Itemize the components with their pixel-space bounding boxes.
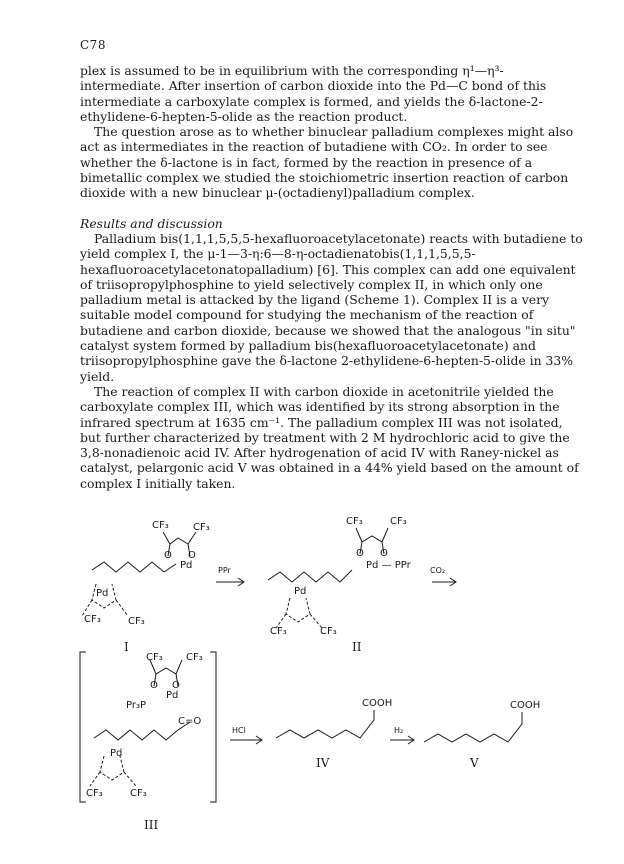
article-text xyxy=(80,63,586,491)
oxygen-label: O xyxy=(150,680,158,691)
oxygen-label: O xyxy=(356,548,364,559)
arrow-3 xyxy=(230,736,262,744)
section-heading: Results and discussion xyxy=(80,215,223,231)
arrow-1 xyxy=(216,578,244,586)
cf3-label: CF₃ xyxy=(390,516,407,527)
cf3-label: CF₃ xyxy=(186,652,203,663)
chain-IV xyxy=(276,710,374,738)
cf3-label: CF₃ xyxy=(86,788,103,799)
page-number: C78 xyxy=(80,38,106,52)
paragraph-results-2: The reaction of complex II with carbon dioxide in acetonitrile yielded the carboxylate complex III, which was identified by its strong absorption in the infrared spectrum at 1635 cm⁻¹. The palladium complex III was not isolated, but further characterized by treatment with 2 M hydrochloric acid to give the 3,8-nonadienoic acid IV. After hydrogenation of acid IV with Raney-nickel as catalyst, pelargonic acid V was obtained in a 44% yield based on the amount of complex I initially taken. xyxy=(80,383,579,491)
pd-label: Pd xyxy=(294,586,307,597)
arrow-4 xyxy=(390,736,414,744)
cf3-label: CF₃ xyxy=(320,626,337,637)
reagent-h2-label: H₂ xyxy=(394,726,404,735)
oxygen-label: O xyxy=(172,680,180,691)
compound-label-V: V xyxy=(470,756,479,770)
reagent-pprs-label: PPr xyxy=(218,566,231,575)
chain-V xyxy=(424,712,522,742)
cf3-label: CF₃ xyxy=(152,520,169,531)
pd-label: Pd xyxy=(180,560,193,571)
reaction-scheme xyxy=(0,502,624,864)
chain-II xyxy=(268,570,352,582)
pd-pprs-label: Pd — PPr xyxy=(366,560,411,571)
oxygen-label: O xyxy=(164,550,172,561)
cf3-label: CF₃ xyxy=(270,626,287,637)
oxygen-label: O xyxy=(380,548,388,559)
reagent-co2-label: CO₂ xyxy=(430,566,446,575)
carbonyl-label: C=O xyxy=(178,716,202,727)
oxygen-label: O xyxy=(188,550,196,561)
arrow-2 xyxy=(432,578,456,586)
compound-label-III: III xyxy=(144,818,159,832)
cooh-label: COOH xyxy=(362,698,393,709)
pd-label: Pd xyxy=(166,690,179,701)
compound-label-I: I xyxy=(124,640,129,654)
cf3-label: CF₃ xyxy=(130,788,147,799)
cf3-label: CF₃ xyxy=(128,616,145,627)
cooh-label: COOH xyxy=(510,700,541,711)
chain-III xyxy=(94,722,190,740)
compound-label-IV: IV xyxy=(316,756,330,770)
reagent-hcl-label: HCl xyxy=(232,726,246,735)
pr3p-label: Pr₃P xyxy=(126,700,147,711)
cf3-label: CF₃ xyxy=(146,652,163,663)
paragraph-results-1: Palladium bis(1,1,1,5,5,5-hexafluoroacetylacetonate) reacts with butadiene to yield complex I, the μ-1—3-η:6—8-η-octadienatobis(1,1,1,5,5,5-hexafluoroacetylacetonatopalladium) [6]. This complex can add one equivalent of triisopropylphosphine to yield selectively complex II, in which only one palladium metal is attacked by the ligand (Scheme 1). Complex II is a very suitable model compound for studying the mechanism of the reaction of butadiene and carbon dioxide, because we showed that the analogous "in situ" catalyst system formed by palladium bis(hexafluoroacetylacetonate) and triisopropylphosphine gave the δ-lactone 2-ethylidene-6-hepten-5-olide in 33% yield. xyxy=(80,230,583,384)
hfac-ring-III-bottom xyxy=(90,756,136,786)
compound-label-II: II xyxy=(352,640,362,654)
cf3-label: CF₃ xyxy=(193,522,210,533)
pd-label: Pd xyxy=(110,748,123,759)
pd-label: Pd xyxy=(96,588,109,599)
chain-I xyxy=(92,562,176,572)
cf3-label: CF₃ xyxy=(346,516,363,527)
scheme-drawing xyxy=(0,502,624,864)
hfac-ring-II-bottom xyxy=(276,598,322,628)
cf3-label: CF₃ xyxy=(84,614,101,625)
paragraph-continuation: plex is assumed to be in equilibrium with the corresponding η¹—η³-intermediate. After insertion of carbon dioxide into the Pd—C bond of this intermediate a carboxylate complex is formed, and yields the δ-lactone-2-ethylidene-6-hepten-5-olide as the reaction product. xyxy=(80,63,547,124)
bracket-III xyxy=(80,652,216,802)
paragraph-question: The question arose as to whether binuclear palladium complexes might also act as intermediates in the reaction of butadiene with CO₂. In order to see whether the δ-lactone is in fact, formed by the reaction in presence of a bimetallic complex we studied the stoichiometric insertion reaction of carbon dioxide with a new binuclear μ-(octadienyl)palladium complex. xyxy=(80,124,574,201)
